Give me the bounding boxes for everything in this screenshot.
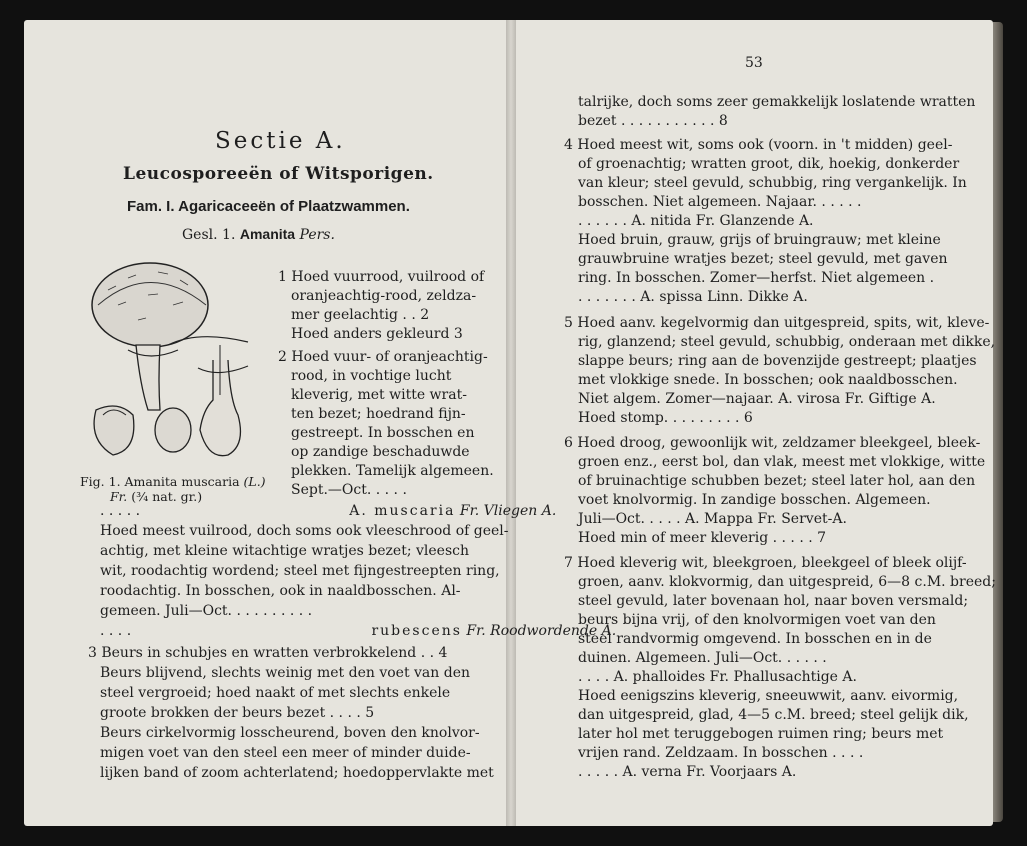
text-line: 6 Hoed droog, gewoonlijk wit, zeldzamer bleekgeel, bleek-: [564, 435, 981, 451]
genus-heading: [182, 226, 335, 243]
key-line: oranjeachtig-rood, zeldza-: [291, 288, 477, 304]
body-line: Hoed meest vuilrood, doch soms ook vleeschrood of geel-: [100, 523, 509, 539]
body-line: wit, roodachtig wordend; steel met fijngestreepten ring,: [100, 563, 500, 579]
subtitle: Leucosporeeën of Witsporigen.: [123, 164, 434, 184]
text-line: steel gevuld, later bovenaan hol, naar boven versmald;: [578, 593, 969, 609]
key-line: op zandige beschaduwde: [291, 444, 470, 460]
text-line: groen enz., eerst bol, dan vlak, meest met vlokkige, witte: [578, 454, 986, 470]
text-line: slappe beurs; ring aan de bovenzijde gestreept; plaatjes: [578, 353, 977, 369]
body-line: roodachtig. In bosschen, ook in naaldbosschen. Al-: [100, 583, 461, 599]
text-line: van kleur; steel gevuld, schubbig, ring vergankelijk. In: [578, 175, 967, 191]
key-line: rood, in vochtige lucht: [291, 368, 452, 384]
key-line: migen voet van den steel een meer of minder duide-: [100, 745, 471, 761]
text-line: groen, aanv. klokvormig, dan uitgespreid, 6—8 c.M. breed;: [578, 574, 996, 590]
figure-caption-line-1: Fig. 1. Amanita muscaria (L.): [80, 474, 266, 489]
text-line: Hoed eenigszins kleverig, sneeuwwit, aanv. eivormig,: [578, 688, 959, 704]
text-line: beurs bijna vrij, of den knolvormigen voet van den: [578, 612, 936, 628]
key-line: groote brokken der beurs bezet . . . . 5: [100, 705, 375, 721]
text-line: duinen. Algemeen. Juli—Oct. . . . . .: [578, 650, 827, 666]
text-line: Hoed min of meer kleverig . . . . . 7: [578, 530, 827, 546]
body-line: achtig, met kleine witachtige wratjes bezet; vleesch: [100, 543, 469, 559]
genus-label: Gesl. 1.: [182, 227, 236, 243]
text-line: Juli—Oct. . . . . A. Mappa Fr. Servet-A.: [578, 511, 847, 527]
text-line: Hoed bruin, grauw, grijs of bruingrauw; met kleine: [578, 232, 941, 248]
key-line: ten bezet; hoedrand fijn-: [291, 406, 466, 422]
text-line: grauwbruine wratjes bezet; steel gevuld, met gaven: [578, 251, 948, 267]
text-line: Hoed stomp. . . . . . . . . 6: [578, 410, 753, 426]
text-line: dan uitgespreid, glad, 4—5 c.M. breed; steel gelijk dik,: [578, 707, 969, 723]
key-line: mer geelachtig . . 2: [291, 307, 430, 323]
text-line: of groenachtig; wratten groot, dik, hoekig, donkerder: [578, 156, 960, 172]
figure-caption-line-2: Fr. (¾ nat. gr.): [110, 489, 203, 504]
text-line: talrijke, doch soms zeer gemakkelijk loslatende wratten: [578, 94, 976, 110]
key-line: gestreept. In bosschen en: [291, 425, 475, 441]
page-number: 53: [745, 55, 763, 71]
text-line: bosschen. Niet algemeen. Najaar. . . . . .: [578, 194, 862, 210]
species-line-rubescens: . . . . rubescens Fr. Roodwordende A.: [100, 623, 617, 639]
text-line: voet knolvormig. In zandige bosschen. Algemeen.: [578, 492, 931, 508]
text-line: . . . . A. phalloides Fr. Phallusachtige A.: [578, 669, 857, 685]
text-line: 7 Hoed kleverig wit, bleekgroen, bleekgeel of bleek olijf-: [564, 555, 967, 571]
text-line: steel randvormig omgevend. In bosschen en in de: [578, 631, 932, 647]
amanita-illustration: [88, 250, 273, 470]
text-line: met vlokkige snede. In bosschen; ook naaldbosschen.: [578, 372, 958, 388]
key-line: Beurs cirkelvormig losscheurend, boven den knolvor-: [100, 725, 480, 741]
key-line: lijken band of zoom achterlatend; hoedoppervlakte met: [100, 765, 494, 781]
key-line: 1 Hoed vuurrood, vuilrood of: [278, 269, 485, 285]
genus-name: Amanita: [239, 226, 296, 242]
key-line: 3 Beurs in schubjes en wratten verbrokkelend . . 4: [88, 645, 448, 661]
key-line: 2 Hoed vuur- of oranjeachtig-: [278, 349, 488, 365]
text-line: . . . . . A. verna Fr. Voorjaars A.: [578, 764, 797, 780]
key-line: steel vergroeid; hoed naakt of met slechts enkele: [100, 685, 451, 701]
key-line: Sept.—Oct. . . . .: [291, 482, 407, 498]
text-line: later hol met teruggebogen ruimen ring; beurs met: [578, 726, 944, 742]
text-line: rig, glanzend; steel gevuld, schubbig, onderaan met dikke,: [578, 334, 996, 350]
section-title: Sectie A.: [215, 128, 346, 154]
key-line: Hoed anders gekleurd 3: [291, 326, 463, 342]
page-edge: [993, 22, 1003, 822]
text-line: 4 Hoed meest wit, soms ook (voorn. in 't midden) geel-: [564, 137, 953, 153]
family-heading: Fam. I. Agaricaceeën of Plaatzwammen.: [127, 198, 410, 215]
text-line: . . . . . . . A. spissa Linn. Dikke A.: [578, 289, 808, 305]
text-line: of bruinachtige schubben bezet; steel later hol, aan den: [578, 473, 976, 489]
text-line: 5 Hoed aanv. kegelvormig dan uitgespreid, spits, wit, kleve-: [564, 315, 990, 331]
body-line: gemeen. Juli—Oct. . . . . . . . . .: [100, 603, 313, 619]
text-line: bezet . . . . . . . . . . . 8: [578, 113, 728, 129]
key-line: plekken. Tamelijk algemeen.: [291, 463, 494, 479]
text-line: vrijen rand. Zeldzaam. In bosschen . . . .: [578, 745, 864, 761]
genus-author: Pers.: [299, 227, 335, 243]
text-line: . . . . . . A. nitida Fr. Glanzende A.: [578, 213, 814, 229]
key-line: Beurs blijvend, slechts weinig met den voet van den: [100, 665, 471, 681]
key-line: kleverig, met witte wrat-: [291, 387, 467, 403]
species-line-muscaria: . . . . . A. muscaria Fr. Vliegen A.: [100, 503, 557, 519]
book-spine: [506, 20, 516, 826]
text-line: ring. In bosschen. Zomer—herfst. Niet algemeen .: [578, 270, 935, 286]
text-line: Niet algem. Zomer—najaar. A. virosa Fr. Giftige A.: [578, 391, 936, 407]
